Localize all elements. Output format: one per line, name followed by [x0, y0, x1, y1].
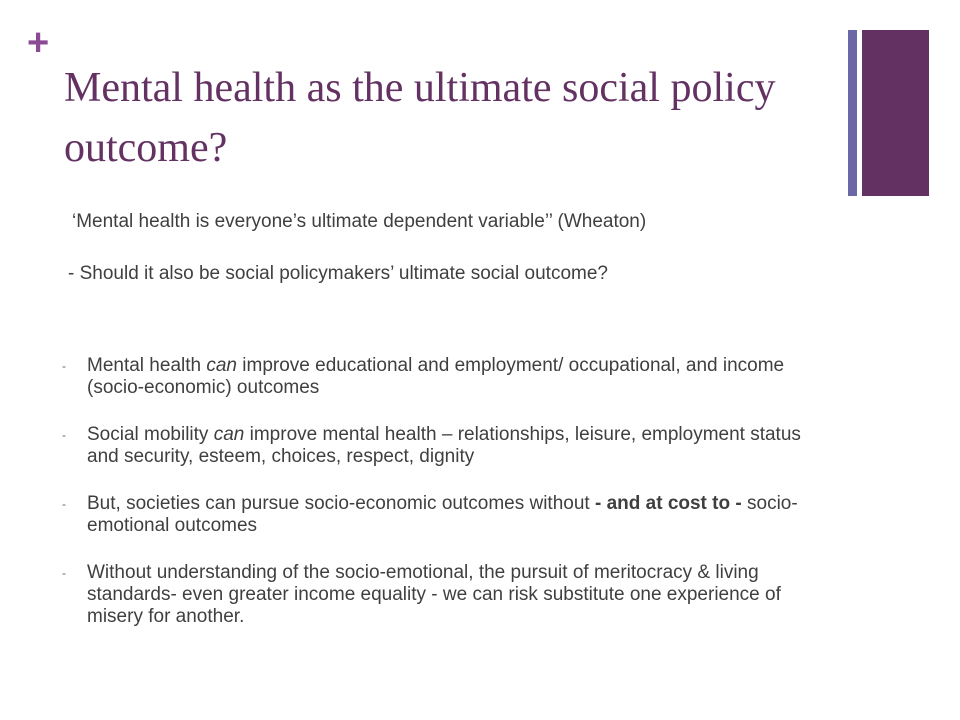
bullet-text-emphasis: can [206, 355, 237, 376]
bullet-dash: - [62, 359, 66, 373]
bullet-text [87, 562, 781, 627]
plus-icon: + [27, 22, 50, 64]
bullet-dash: - [62, 497, 66, 511]
bullet-text-emphasis: can [213, 424, 245, 445]
policy-question: - Should it also be social policymakers’ ultimate social outcome? [68, 263, 608, 284]
bullet-item [62, 355, 822, 399]
bullet-text [87, 424, 801, 467]
bullet-list [62, 355, 822, 653]
bullet-item [62, 424, 822, 468]
bullet-text-segment: But, societies can pursue socio-economic outcomes without [87, 493, 595, 514]
bullet-item [62, 562, 822, 628]
bullet-text-segment: improve mental health – relationships, leisure, employment status and security, esteem, choices, respect, dignity [87, 424, 801, 467]
bullet-text-segment: improve educational and employment/ occupational, and income (socio-economic) outcomes [87, 355, 785, 398]
bullet-text [87, 493, 798, 536]
bullet-dash: - [62, 566, 66, 580]
bullet-text-segment: socio-emotional outcomes [87, 493, 798, 536]
wheaton-quote: ‘Mental health is everyone’s ultimate dependent variable’’ (Wheaton) [72, 211, 647, 232]
bullet-dash: - [62, 428, 66, 442]
bullet-text-segment: Social mobility [87, 424, 214, 445]
accent-bar-thin [848, 30, 857, 196]
bullet-text [87, 355, 784, 398]
bullet-text-segment: Without understanding of the socio-emotional, the pursuit of meritocracy & living standards- even greater income equality - we can risk substitute one experience of misery for another. [87, 562, 781, 627]
slide-title: Mental health as the ultimate social policy outcome? [64, 65, 776, 171]
bullet-item [62, 493, 822, 537]
bullet-text-segment: Mental health [87, 355, 207, 376]
accent-bar-thick [862, 30, 929, 196]
bullet-text-bold: - and at cost to - [594, 493, 742, 514]
